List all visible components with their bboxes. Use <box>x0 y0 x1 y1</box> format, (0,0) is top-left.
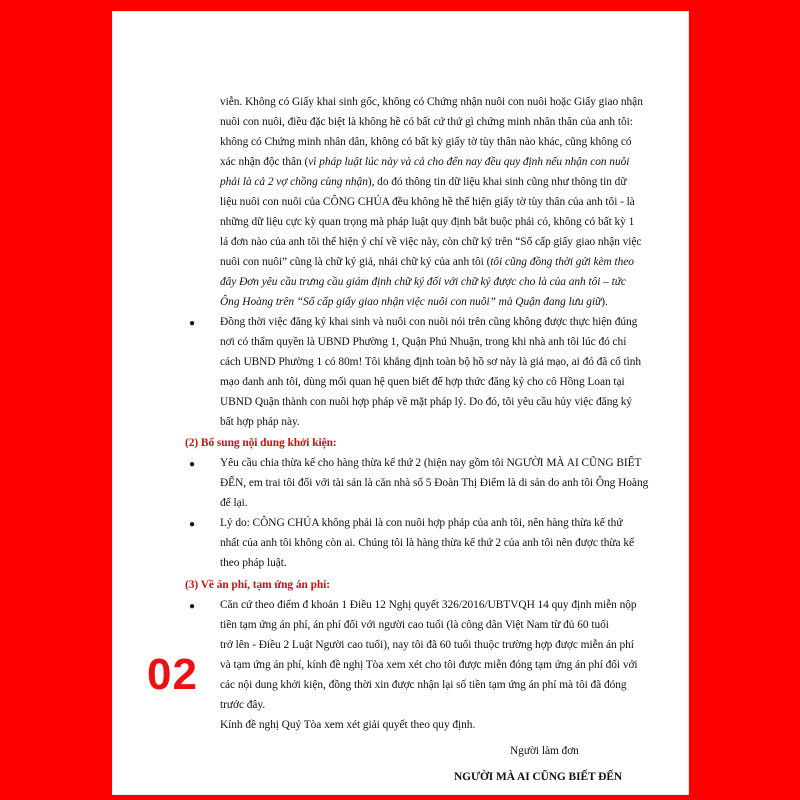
text-line: cách UBND Phường 1 có 80m! Tôi khẳng định toàn bộ hồ sơ này là giả mạo, ai đó đã cố tình <box>220 356 642 368</box>
text-line: trước đây. <box>220 699 266 711</box>
text-line: trở lên - Điều 2 Luật Người cao tuổi), nay tôi đã 60 tuổi thuộc trường hợp được miễn án phí <box>220 639 634 651</box>
page-number-label: 02 <box>147 650 198 699</box>
bullet-icon: ● <box>189 601 196 612</box>
text-line: ĐẾN, em trai tôi đối với tài sản là căn nhà số 5 Đoàn Thị Điểm là di sản do anh tôi Ông Hoàng <box>220 477 649 489</box>
text-line: liệu nuôi con nuôi của CÔNG CHÚA đều không hề thể hiện giấy tờ tùy thân của anh tôi - là <box>220 196 635 208</box>
text-line: nuôi con nuôi” cũng là chữ ký giả, nhái chữ ký của anh tôi (tôi cũng đồng thời gửi kèm theo <box>220 256 634 268</box>
text-line: để lại. <box>220 497 248 509</box>
section-heading: (2) Bổ sung nội dung khởi kiện: <box>185 437 337 449</box>
text-line: UBND Quận thành con nuôi hợp pháp về mặt pháp lý. Do đó, tôi yêu cầu hủy việc đăng ký <box>220 396 633 408</box>
text-line: bất hợp pháp này. <box>220 416 300 428</box>
text-line: không có Chứng minh nhân dân, không có bất kỳ giấy tờ tùy thân nào khác, cũng không có <box>220 136 632 148</box>
text-line: phải là cả 2 vợ chồng cùng nhận), do đó thông tin dữ liệu khai sinh cũng như thông tin dữ <box>220 176 627 188</box>
closing-line: Kính đề nghị Quý Tòa xem xét giải quyết theo quy định. <box>220 719 476 731</box>
text-line: Lý do: CÔNG CHÚA không phải là con nuôi hợp pháp của anh tôi, nên hàng thừa kế thứ <box>220 517 623 529</box>
text-line: nuôi con nuôi, điều đặc biệt là không hề có bất cứ thứ gì chứng minh nhân thân của anh tôi: <box>220 116 633 128</box>
text-line: đây Đơn yêu cầu trưng cầu giám định chữ ký đối với chữ ký được cho là của anh tôi – tức <box>220 276 626 288</box>
text-line: các nội dung khởi kiện, đồng thời xin được nhận lại số tiền tạm ứng án phí mà tôi đã đóng <box>220 679 627 691</box>
text-line: mạo danh anh tôi, dùng mối quan hệ quen biết để hợp thức đăng ký cho cô Hồng Loan tại <box>220 376 625 388</box>
text-line: Yêu cầu chia thừa kế cho hàng thừa kế thứ 2 (hiện nay gồm tôi NGƯỜI MÀ AI CŨNG BIẾT <box>220 457 642 469</box>
text-line: Căn cứ theo điểm đ khoản 1 Điều 12 Nghị quyết 326/2016/UBTVQH 14 quy định miễn nộp <box>220 599 637 611</box>
signer-title: Người làm đơn <box>510 745 579 757</box>
text-line: và tạm ứng án phí, kính đề nghị Tòa xem xét cho tôi được miễn đóng tạm ứng án phí đối với <box>220 659 638 671</box>
document-text <box>113 12 688 794</box>
section-heading: (3) Về án phí, tạm ứng án phí: <box>185 579 331 591</box>
text-line: theo pháp luật. <box>220 557 287 569</box>
bullet-icon: ● <box>189 459 196 470</box>
text-line: những dữ liệu cực kỳ quan trọng mà pháp luật quy định bắt buộc phải có, không có bất kỳ 1 <box>220 216 635 228</box>
text-line: viễn. Không có Giấy khai sinh gốc, không có Chứng nhận nuôi con nuôi hoặc Giấy giao nhận <box>220 96 643 108</box>
bullet-icon: ● <box>189 318 196 329</box>
document-page <box>113 12 688 794</box>
text-line: Ông Hoàng trên “Sổ cấp giấy giao nhận việc nuôi con nuôi” mà Quận đang lưu giữ). <box>220 296 608 308</box>
text-line: lá đơn nào của anh tôi thể hiện ý chí về việc này, còn chữ ký trên “Sổ cấp giấy giao nhận việc <box>220 236 642 248</box>
text-line: Đồng thời việc đăng ký khai sinh và nuôi con nuôi nói trên cũng không được thực hiện đúng <box>220 316 638 328</box>
text-line: xác nhận độc thân (vì pháp luật lúc này và cả cho đến nay đều quy định nếu nhận con nuôi <box>220 156 630 168</box>
bullet-icon: ● <box>189 519 196 530</box>
signer-name: NGƯỜI MÀ AI CŨNG BIẾT ĐẾN <box>454 771 623 783</box>
text-line: nơi có thẩm quyền là UBND Phường 1, Quận Phú Nhuận, trong khi nhà anh tôi lúc đó chỉ <box>220 336 627 348</box>
text-line: nhất của anh tôi không còn ai. Chúng tôi là hàng thừa kế thứ 2 của anh tôi nên được thừa kế <box>220 537 634 549</box>
text-line: tiền tạm ứng án phí, án phí đối với người cao tuổi (là công dân Việt Nam từ đủ 60 tuổi <box>220 619 609 631</box>
